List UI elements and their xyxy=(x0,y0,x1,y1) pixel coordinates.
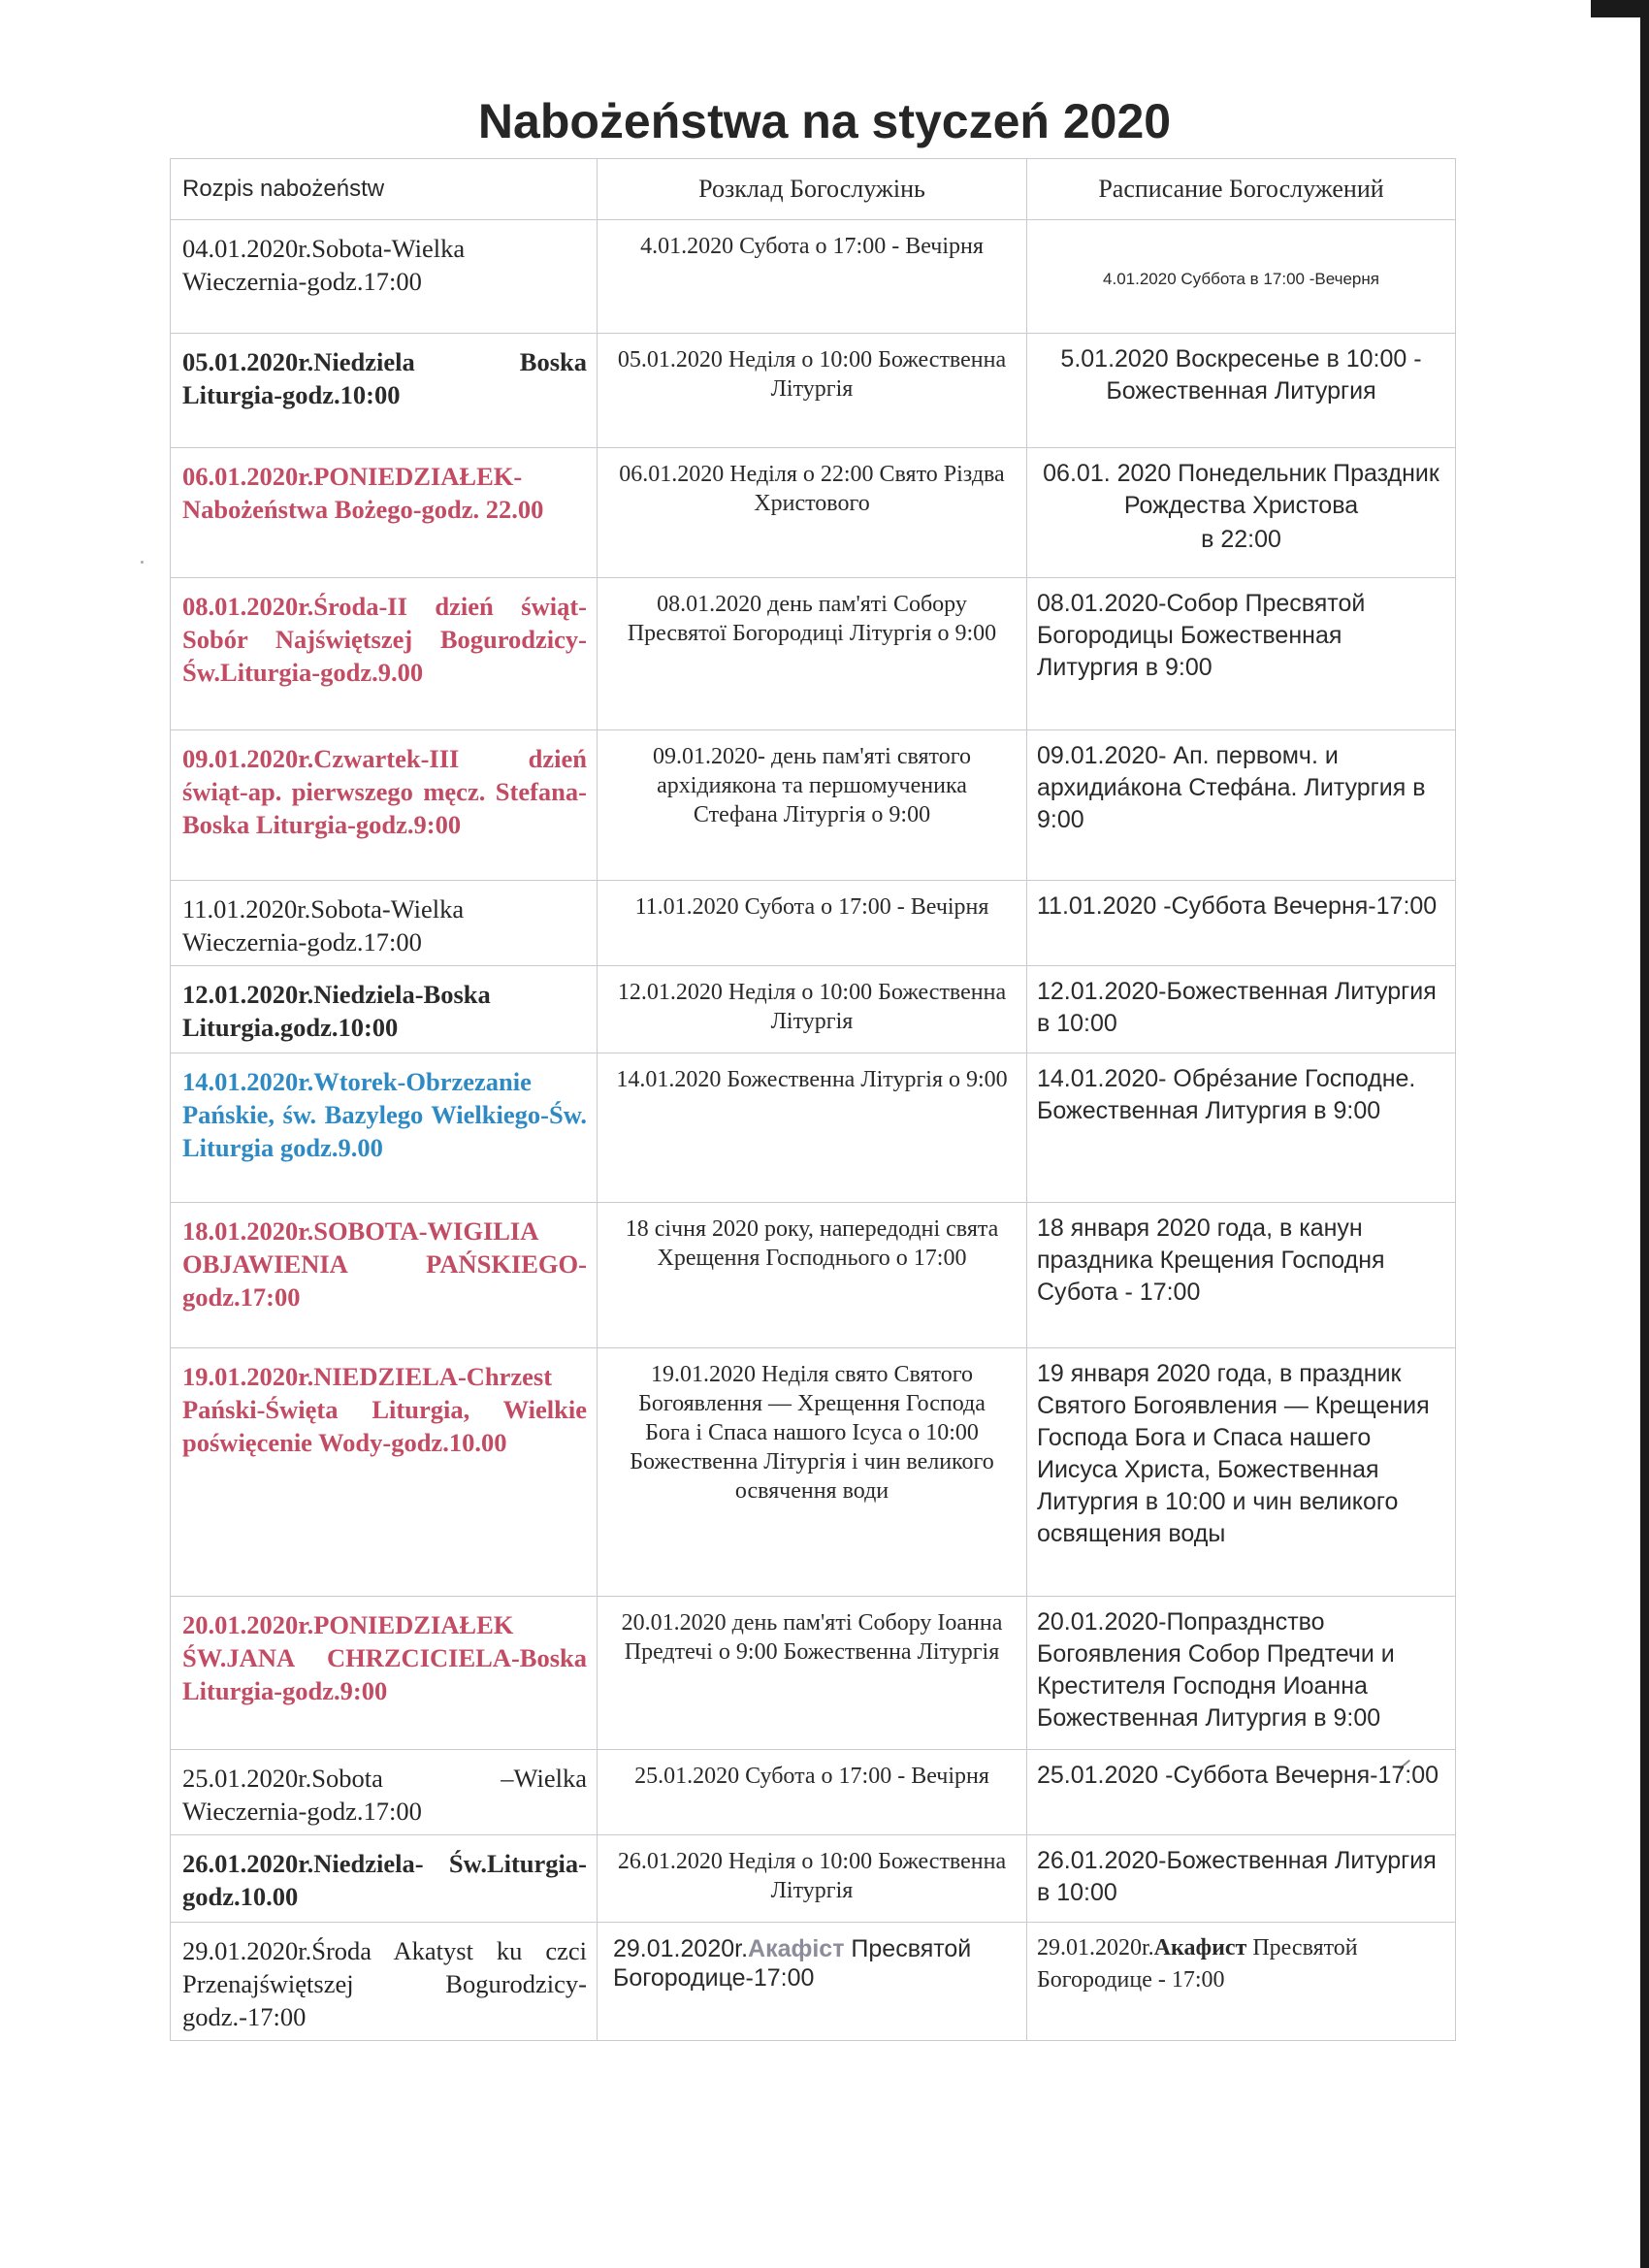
cell-russian: 08.01.2020-Собор Пресвятой Богородицы Божественная Литургия в 9:00 xyxy=(1027,578,1456,730)
cell-ukrainian: 19.01.2020 Неділя свято Святого Богоявлення — Хрещення Господа Бога і Спаса нашого Ісуса о 10:00 Божественна Літургія і чин великого освячення води xyxy=(598,1348,1027,1597)
cell-ukrainian: 20.01.2020 день пам'яті Собору Іоанна Предтечі о 9:00 Божественна Літургія xyxy=(598,1597,1027,1750)
cell-russian: 18 января 2020 года, в канун праздника Крещения Господня Субота - 17:00 xyxy=(1027,1203,1456,1348)
cell-russian: 14.01.2020- Обрéзание Господне. Божественная Литургия в 9:00 xyxy=(1027,1053,1456,1203)
header-ukrainian: Розклад Богослужінь xyxy=(598,159,1027,220)
table-row xyxy=(171,730,1456,881)
ua-rest: Пресвятой Богородице-17:00 xyxy=(613,1935,972,1992)
cell-polish: 18.01.2020r.SOBOTA-WIGILIA OBJAWIENIA PAŃSKIEGO-godz.17:00 xyxy=(171,1203,598,1348)
cell-polish: 29.01.2020r.Środa Akatyst ku czci Przenajświętszej Bogurodzicy-godz.-17:00 xyxy=(171,1923,598,2041)
table-row xyxy=(171,1203,1456,1348)
cell-ukrainian: 09.01.2020- день пам'яті святого архідиякона та першомученика Стефана Літургія о 9:00 xyxy=(598,730,1027,881)
cell-polish: 04.01.2020r.Sobota-Wielka Wieczernia-godz.17:00 xyxy=(171,220,598,334)
ua-date: 29.01.2020r. xyxy=(613,1935,749,1962)
header-row xyxy=(171,159,1456,220)
cell-russian: 11.01.2020 -Суббота Вечерня-17:00 xyxy=(1027,881,1456,966)
cell-russian: 19 января 2020 года, в праздник Святого Богоявления — Крещения Господа Бога и Спаса нашего Иисуса Христа, Божественная Литургия в 10:00 и чин великого освящения воды xyxy=(1027,1348,1456,1597)
cell-russian: 20.01.2020-Попразднство Богоявления Собор Предтечи и Крестителя Господня Иоанна Божественная Литургия в 9:00 xyxy=(1027,1597,1456,1750)
cell-russian xyxy=(1027,1923,1456,2041)
cell-polish: 08.01.2020r.Środa-II dzień świąt-Sobór Najświętszej Bogurodzicy- Św.Liturgia-godz.9.00 xyxy=(171,578,598,730)
cell-polish: 05.01.2020r.Niedziela Boska Liturgia-godz.10:00 xyxy=(171,334,598,448)
page-title: Nabożeństwa na styczeń 2020 xyxy=(477,94,1172,148)
cell-ukrainian: 08.01.2020 день пам'яті Собору Пресвятої Богородиці Літургія о 9:00 xyxy=(598,578,1027,730)
scan-speck xyxy=(141,561,144,564)
cell-russian: 12.01.2020-Божественная Литургия в 10:00 xyxy=(1027,966,1456,1053)
table-row xyxy=(171,966,1456,1053)
russian-text: 06.01. 2020 Понедельник Праздник Рождества Христова xyxy=(1043,460,1439,519)
ru-rest: Пресвятой Богородице - 17:00 xyxy=(1037,1935,1358,1993)
table-row xyxy=(171,334,1456,448)
table-row xyxy=(171,1923,1456,2041)
cell-russian: 4.01.2020 Суббота в 17:00 -Вечерня xyxy=(1027,220,1456,334)
cell-polish: 12.01.2020r.Niedziela-Boska Liturgia.godz.10:00 xyxy=(171,966,598,1053)
ru-date: 29.01.2020r. xyxy=(1037,1935,1154,1960)
cell-russian: 26.01.2020-Божественная Литургия в 10:00 xyxy=(1027,1835,1456,1923)
cell-ukrainian: 11.01.2020 Субота о 17:00 - Вечірня xyxy=(598,881,1027,966)
schedule-table xyxy=(170,158,1456,2041)
cell-polish: 26.01.2020r.Niedziela- Św.Liturgia-godz.10.00 xyxy=(171,1835,598,1923)
cell-ukrainian: 25.01.2020 Субота о 17:00 - Вечірня xyxy=(598,1750,1027,1835)
cell-ukrainian: 18 січня 2020 року, напередодні свята Хрещення Господнього о 17:00 xyxy=(598,1203,1027,1348)
russian-time: в 22:00 xyxy=(1201,526,1281,553)
cell-ukrainian: 12.01.2020 Неділя о 10:00 Божественна Літургія xyxy=(598,966,1027,1053)
cell-polish: 25.01.2020r.Sobota –Wielka Wieczernia-godz.17:00 xyxy=(171,1750,598,1835)
table-row xyxy=(171,578,1456,730)
table-row xyxy=(171,1348,1456,1597)
table-row xyxy=(171,881,1456,966)
table-row xyxy=(171,220,1456,334)
ua-akafist: Акафіст xyxy=(748,1935,845,1962)
scan-edge-right xyxy=(1640,0,1649,2268)
cell-polish: 20.01.2020r.PONIEDZIAŁEK ŚW.JANA CHRZCICIELA-Boska Liturgia-godz.9:00 xyxy=(171,1597,598,1750)
cell-russian: 25.01.2020 -Суббота Вечерня-17:00 xyxy=(1027,1750,1456,1835)
ru-akafist: Акафист xyxy=(1153,1935,1247,1960)
table-row xyxy=(171,1597,1456,1750)
table-row xyxy=(171,1053,1456,1203)
cell-ukrainian xyxy=(598,1923,1027,2041)
cell-ukrainian: 4.01.2020 Субота о 17:00 - Вечірня xyxy=(598,220,1027,334)
header-russian: Расписание Богослужений xyxy=(1027,159,1456,220)
cell-ukrainian: 05.01.2020 Неділя о 10:00 Божественна Літургія xyxy=(598,334,1027,448)
cell-polish: 14.01.2020r.Wtorek-Obrzezanie Pańskie, św. Bazylego Wielkiego-Św. Liturgia godz.9.00 xyxy=(171,1053,598,1203)
cell-polish: 11.01.2020r.Sobota-Wielka Wieczernia-godz.17:00 xyxy=(171,881,598,966)
table-row xyxy=(171,448,1456,578)
cell-polish: 19.01.2020r.NIEDZIELA-Chrzest Pański-Święta Liturgia, Wielkie poświęcenie Wody-godz.10.00 xyxy=(171,1348,598,1597)
cell-russian: 5.01.2020 Воскресенье в 10:00 - Божественная Литургия xyxy=(1027,334,1456,448)
cell-polish: 09.01.2020r.Czwartek-III dzień świąt-ap. pierwszego męcz. Stefana-Boska Liturgia-godz.9:00 xyxy=(171,730,598,881)
cell-russian xyxy=(1027,448,1456,578)
header-polish: Rozpis nabożeństw xyxy=(171,159,598,220)
cell-ukrainian: 26.01.2020 Неділя о 10:00 Божественна Літургія xyxy=(598,1835,1027,1923)
cell-ukrainian: 14.01.2020 Божественна Літургія о 9:00 xyxy=(598,1053,1027,1203)
cell-ukrainian: 06.01.2020 Неділя о 22:00 Свято Різдва Христового xyxy=(598,448,1027,578)
cell-polish: 06.01.2020r.PONIEDZIAŁEK-Nabożeństwa Bożego-godz. 22.00 xyxy=(171,448,598,578)
table-row xyxy=(171,1835,1456,1923)
cell-russian: 09.01.2020- Ап. первомч. и архидиáкона Стефáна. Литургия в 9:00 xyxy=(1027,730,1456,881)
table-row xyxy=(171,1750,1456,1835)
